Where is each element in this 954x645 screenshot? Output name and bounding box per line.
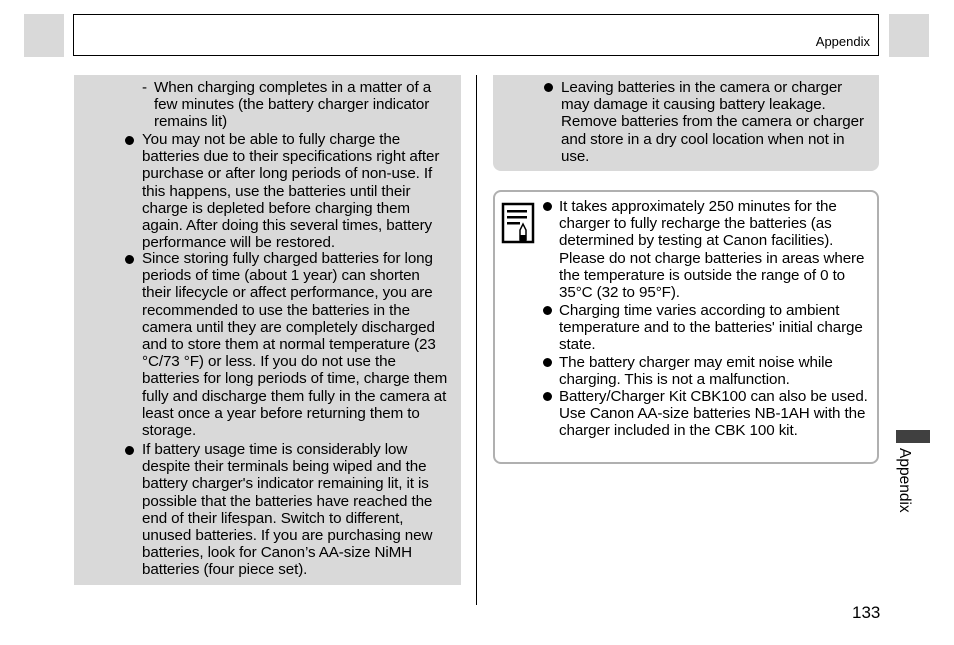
dash-marker: - xyxy=(142,79,148,96)
bullet-dot xyxy=(125,255,134,264)
bullet-dot xyxy=(543,358,552,367)
note-box xyxy=(493,190,879,464)
left-bullet-1: You may not be able to fully charge the batteries due to their specifications right after purchase or after long periods of non-use. If this happens, use the batteries until their charge is depleted before charging them again. After doing this several times, battery performance will be restored. xyxy=(142,131,440,252)
note-bullet-3: The battery charger may emit noise while charging. This is not a malfunction. xyxy=(559,354,833,389)
right-top-bullet: Leaving batteries in the camera or charger may damage it causing battery leakage. Remove batteries from the camera or charger and store in a dry cool location when not in use. xyxy=(561,79,864,165)
bullet-dot xyxy=(544,83,553,92)
sub-item-text: When charging completes in a matter of a few minutes (the battery charger indicator remains lit) xyxy=(154,79,432,131)
side-tab-marker xyxy=(896,430,930,443)
bullet-dot xyxy=(543,202,552,211)
right-top-panel xyxy=(493,75,879,171)
memo-pencil-icon xyxy=(501,202,535,246)
bullet-dot xyxy=(125,136,134,145)
corner-block-right xyxy=(889,14,929,57)
note-bullet-2: Charging time varies according to ambient temperature and to the batteries' initial charge state. xyxy=(559,302,863,354)
left-bullet-2: Since storing fully charged batteries for long periods of time (about 1 year) can shorten their lifecycle or affect performance, you are recommended to use the batteries in the camera until they are completely discharged and to store them at normal temperature (23 °C/73 °F) or less. If you do not use the batteries for long periods of time, charge them fully and discharge them fully in the camera at least once a year before returning them to storage. xyxy=(142,250,448,440)
corner-block-left xyxy=(24,14,64,57)
bullet-dot xyxy=(543,306,552,315)
bullet-dot xyxy=(543,392,552,401)
header-section-label: Appendix xyxy=(815,34,870,49)
left-bullet-3: If battery usage time is considerably low despite their terminals being wiped and the battery charger's indicator remaining lit, it is possible that the batteries have reached the end of their lifespan. Switch to different, unused batteries. If you are purchasing new batteries, look for Canon’s AA-size NiMH batteries (four piece set). xyxy=(142,441,433,579)
page-number: 133 xyxy=(852,603,881,622)
page-header xyxy=(73,14,879,56)
note-bullet-1: It takes approximately 250 minutes for the charger to fully recharge the batteries (as determined by testing at Canon facilities). Please do not charge batteries in areas where the temperature is outside the range of 0 to 35°C (32 to 95°F). xyxy=(559,198,865,302)
left-column-panel xyxy=(74,75,461,585)
column-divider xyxy=(476,75,477,605)
note-bullet-4: Battery/Charger Kit CBK100 can also be used. Use Canon AA-size batteries NB-1AH with the charger included in the CBK 100 kit. xyxy=(559,388,868,440)
bullet-dot xyxy=(125,446,134,455)
side-tab-label: Appendix xyxy=(896,448,913,513)
